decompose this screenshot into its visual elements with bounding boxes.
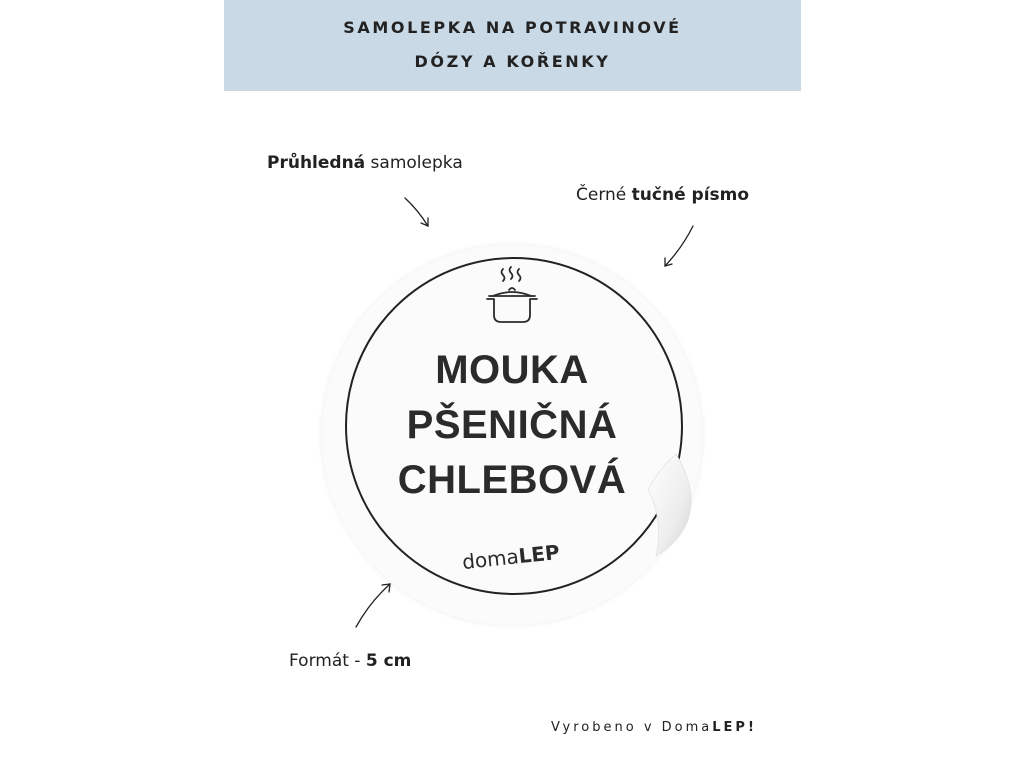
- arrow-to-sticker-top-right-icon: [665, 226, 693, 266]
- footer-bold: LEP!: [712, 720, 757, 735]
- steaming-pot-icon: [485, 265, 539, 327]
- note-format-bold: 5 cm: [365, 651, 412, 671]
- sticker-title-line-1: MOUKA: [435, 348, 589, 392]
- sticker-brand-bold: LEP: [517, 539, 561, 569]
- sticker-title-line-3: CHLEBOVÁ: [397, 458, 627, 502]
- header-line-2: DÓZY A KOŘENKY: [414, 52, 611, 71]
- header-line-1: SAMOLEPKA NA POTRAVINOVÉ: [343, 18, 682, 37]
- note-transparent-bold: Průhledná: [267, 153, 366, 173]
- footer-plain: Vyrobeno v Doma: [551, 720, 713, 735]
- sticker-title-line-2: PŠENIČNÁ: [406, 403, 618, 447]
- peeled-corner-curl: [628, 450, 698, 560]
- footer-made-by: [551, 720, 757, 735]
- sticker-label: [322, 245, 702, 625]
- note-black-bold: tučné písmo: [631, 185, 750, 205]
- note-transparent-rest: samolepka: [365, 153, 463, 173]
- note-black-plain: Černé: [576, 185, 632, 205]
- note-format-plain: Formát -: [289, 651, 366, 671]
- arrow-to-sticker-top-left-icon: [405, 198, 428, 226]
- sticker-brand-plain: doma: [461, 544, 520, 575]
- arrow-to-sticker-bottom-left-icon: [356, 584, 390, 627]
